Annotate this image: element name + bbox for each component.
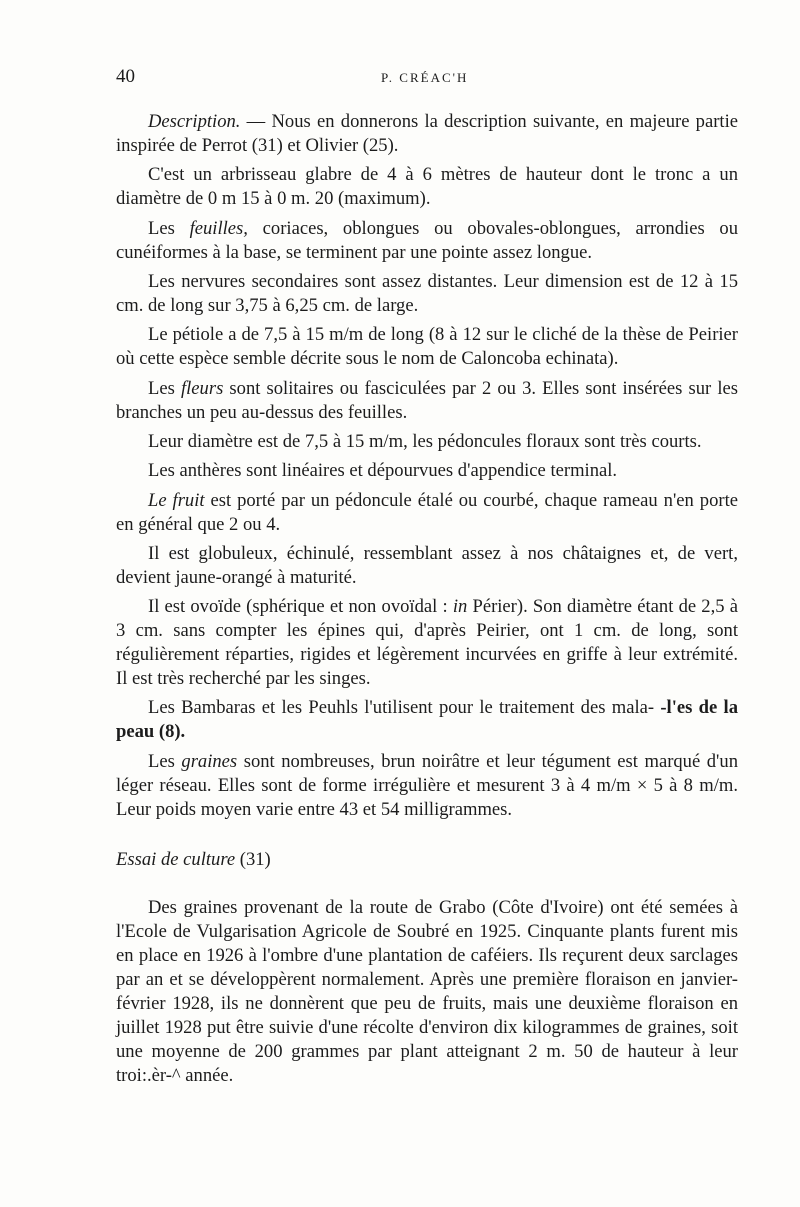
bambaras-text: Les Bambaras et les Peuhls l'utilisent pour le traitement des mala- bbox=[148, 697, 655, 718]
culture-heading: Essai de culture bbox=[116, 849, 236, 870]
graines-word: graines bbox=[181, 751, 238, 772]
graines-paragraph bbox=[116, 750, 738, 822]
graines-start: Les bbox=[148, 751, 182, 772]
fleurs-paragraph bbox=[116, 377, 738, 425]
description-paragraph bbox=[116, 110, 738, 158]
arbrisseau-paragraph: C'est un arbrisseau glabre de 4 à 6 mètres de hauteur dont le tronc a un diamètre de 0 m 15 à 0 m. 20 (maximum). bbox=[116, 164, 738, 209]
fruit-paragraph bbox=[116, 489, 738, 537]
ovoide-rest: Périer). Son diamètre étant de 2,5 à 3 cm. sans compter les épines qui, d'après Peirier, ont 1 cm. de long, sont régulièrement réparties, rigides et légèrement incurvées en griffe à leur extrémité. Il est très recherché par les singes. bbox=[116, 596, 738, 689]
bambaras-cont: -l'es de la peau (8). bbox=[116, 697, 738, 742]
section-heading-culture bbox=[116, 848, 738, 872]
fleurs-word: fleurs bbox=[180, 378, 224, 399]
culture-paragraph: Des graines provenant de la route de Grabo (Côte d'Ivoire) ont été semées à l'Ecole de Vulgarisation Agricole de Soubré en 1925. Cinquante plants furent mis en place en 1926 à l'ombre d'une plantation de caféiers. Ils reçurent deux sarclages par an et se développèrent normalement. Après une première floraison en janvier-février 1928, ils ne donnèrent que peu de fruits, mais une deuxième floraison en juillet 1928 put être suivie d'une récolte d'environ dix kilogrammes de graines, soit une moyenne de 200 grammes par plant atteignant 2 m. 50 de hauteur à leur troi:.èr-^ année. bbox=[116, 897, 738, 1086]
fruit-word: Le fruit bbox=[148, 490, 205, 511]
nervures-paragraph: Les nervures secondaires sont assez distantes. Leur dimension est de 12 à 15 cm. de long sur 3,75 à 6,25 cm. de large. bbox=[116, 271, 738, 316]
feuilles-paragraph bbox=[116, 217, 738, 265]
culture-ref: (31) bbox=[235, 849, 271, 870]
feuilles-word: feuilles, bbox=[189, 218, 248, 239]
bambaras-paragraph bbox=[116, 696, 738, 744]
running-head: P. CRÉAC'H bbox=[381, 70, 469, 85]
graines-rest: sont nombreuses, brun noirâtre et leur tégument est marqué d'un léger réseau. Elles sont de forme irrégulière et mesurent 3 à 4 m/m × 5 à 8 m/m. Leur poids moyen varie entre 43 et 54 milligrammes. bbox=[116, 751, 739, 820]
description-label: Description. bbox=[148, 111, 241, 132]
globuleux-paragraph: Il est globuleux, échinulé, ressemblant assez à nos châtaignes et, de vert, devient jaune-orangé à maturité. bbox=[116, 543, 738, 588]
description-intro: — Nous en donnerons la description suivante, en majeure partie inspirée de Perrot (31) et Olivier (25). bbox=[116, 111, 738, 156]
fleurs-start: Les bbox=[148, 378, 181, 399]
page-header bbox=[116, 66, 736, 90]
ovoide-paragraph bbox=[116, 595, 738, 691]
diametre-paragraph: Leur diamètre est de 7,5 à 15 m/m, les pédoncules floraux sont très courts. bbox=[148, 431, 702, 452]
petiole-paragraph: Le pétiole a de 7,5 à 15 m/m de long (8 à 12 sur le cliché de la thèse de Peirier où cette espèce semble décrite sous le nom de Caloncoba echinata). bbox=[116, 324, 738, 369]
body-text bbox=[116, 110, 738, 1093]
antheres-paragraph: Les anthères sont linéaires et dépourvues d'appendice terminal. bbox=[148, 460, 618, 481]
feuilles-rest: coriaces, oblongues ou obovales-oblongues, arrondies ou cunéiformes à la base, se terminent par une pointe assez longue. bbox=[116, 218, 738, 263]
feuilles-start: Les bbox=[148, 218, 190, 239]
page-number: 40 bbox=[116, 66, 135, 87]
fruit-rest: est porté par un pédoncule étalé ou courbé, chaque rameau n'en porte en général que 2 ou 4. bbox=[116, 490, 738, 535]
fleurs-rest: sont solitaires ou fasciculées par 2 ou 3. Elles sont insérées sur les branches un peu au-dessus des feuilles. bbox=[116, 378, 738, 423]
ovoide-in: in bbox=[452, 596, 468, 617]
ovoide-start: Il est ovoïde (sphérique et non ovoïdal : bbox=[148, 596, 453, 617]
